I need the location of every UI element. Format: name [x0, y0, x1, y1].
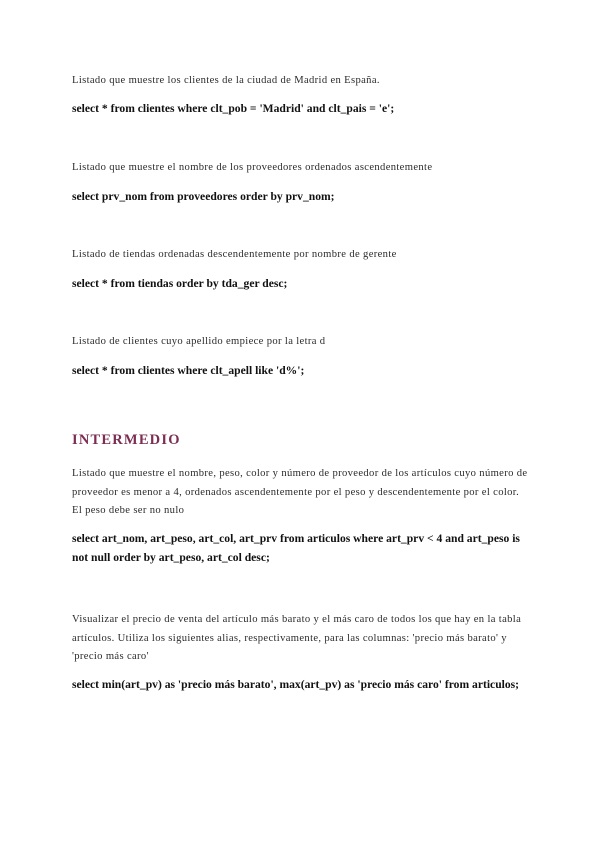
sql-query: select * from tiendas order by tda_ger desc;: [72, 276, 288, 290]
exercise-block: [72, 465, 532, 567]
exercise-block: [72, 611, 532, 694]
sql-query: select * from clientes where clt_apell like 'd%';: [72, 363, 305, 377]
exercise-description: Visualizar el precio de venta del artículo más barato y el más caro de todos los que hay en la tabla artículos. Utiliza los siguientes alias, respectivamente, para las columnas: 'precio más barato' y 'precio más caro': [72, 614, 522, 662]
exercise-description: Listado que muestre el nombre, peso, color y número de proveedor de los artículos cuyo número de proveedor es menor a 4, ordenados ascendentemente por el peso y descendentemente por el color. El peso debe ser no nulo: [72, 468, 528, 516]
exercise-block: [72, 333, 532, 380]
section-heading: INTERMEDIO: [72, 432, 181, 448]
exercise-description: Listado de clientes cuyo apellido empiece por la letra d: [72, 336, 326, 347]
exercise-description: Listado que muestre el nombre de los proveedores ordenados ascendentemente: [72, 162, 433, 173]
sql-query: select prv_nom from proveedores order by prv_nom;: [72, 189, 335, 203]
sql-query: select * from clientes where clt_pob = 'Madrid' and clt_pais = 'e';: [72, 101, 395, 115]
exercise-block: [72, 72, 532, 118]
sql-query: select art_nom, art_peso, art_col, art_prv from articulos where art_prv < 4 and art_peso is not null order by art_peso, art_col desc;: [72, 531, 520, 564]
sql-query: select min(art_pv) as 'precio más barato', max(art_pv) as 'precio más caro' from articulos;: [72, 677, 520, 691]
exercise-description: Listado que muestre los clientes de la ciudad de Madrid en España.: [72, 75, 380, 86]
exercise-block: [72, 246, 532, 293]
exercise-block: [72, 159, 532, 206]
exercise-description: Listado de tiendas ordenadas descendentemente por nombre de gerente: [72, 249, 397, 260]
